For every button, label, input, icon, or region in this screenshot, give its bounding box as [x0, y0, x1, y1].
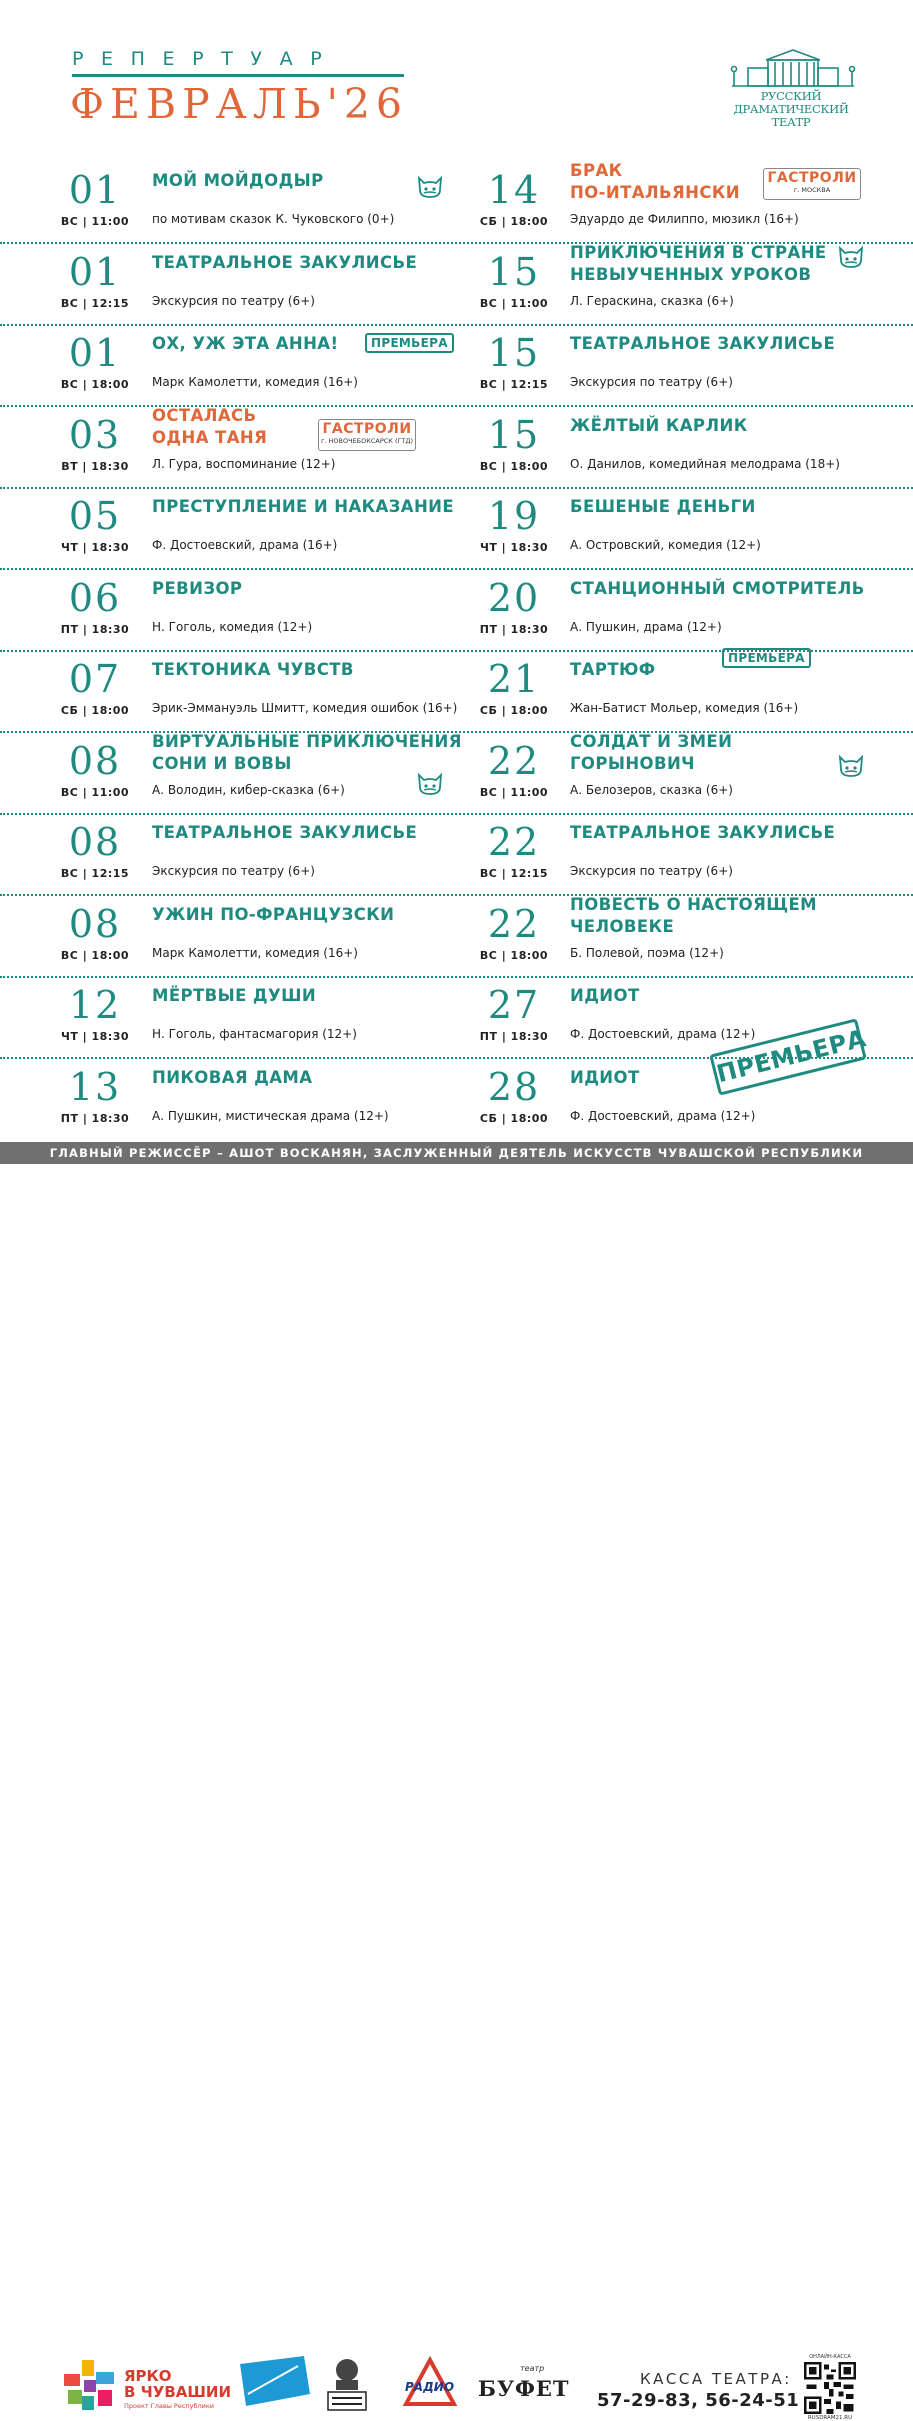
- event-title: [570, 242, 827, 286]
- event-title-line: ИДИОТ: [570, 1067, 640, 1087]
- event-title: [570, 333, 835, 355]
- kids-cat-icon: [416, 771, 444, 797]
- event-day: 19: [487, 494, 541, 538]
- event-description: О. Данилов, комедийная мелодрама (18+): [570, 456, 840, 471]
- event-day: 08: [68, 820, 122, 864]
- event-description: Экскурсия по театру (6+): [570, 864, 733, 878]
- event-title: [152, 578, 242, 600]
- event-right[interactable]: [457, 651, 913, 731]
- event-description: Эрик-Эммануэль Шмитт, комедия ошибок (16+): [152, 701, 458, 715]
- event-title-line: МЁРТВЫЕ ДУШИ: [152, 986, 317, 1005]
- event-weekday-time: СБ | 18:00: [479, 215, 549, 228]
- event-weekday-time: ВС | 18:00: [60, 948, 130, 962]
- schedule-row: [0, 651, 913, 733]
- kids-cat-icon: [837, 753, 865, 779]
- radio-text: РАДИО: [405, 2380, 455, 2394]
- event-left[interactable]: [0, 407, 456, 487]
- event-description: А. Володин, кибер-сказка (6+): [152, 782, 345, 797]
- header: [0, 0, 913, 150]
- kids-cat-icon: [416, 174, 444, 200]
- event-weekday-time: ВС | 12:15: [60, 296, 130, 310]
- event-description: по мотивам сказок К. Чуковского (0+): [152, 212, 395, 226]
- event-description: Экскурсия по театру (6+): [570, 375, 733, 389]
- event-title: [152, 170, 324, 192]
- event-title-line: ОХ, УЖ ЭТА АННА!: [152, 334, 339, 353]
- event-title-line: РЕВИЗОР: [152, 578, 243, 598]
- event-weekday-time: ВС | 18:00: [479, 948, 549, 962]
- event-day: 07: [68, 657, 122, 701]
- event-weekday-time: ВС | 12:15: [60, 867, 130, 880]
- event-day: 27: [487, 983, 541, 1027]
- event-right[interactable]: [457, 1059, 913, 1139]
- card-logo-icon: [238, 2354, 312, 2410]
- event-title-line: ТЕАТРАЛЬНОЕ ЗАКУЛИСЬЕ: [570, 334, 836, 353]
- event-title-line: УЖИН ПО-ФРАНЦУЗСКИ: [152, 904, 395, 924]
- event-title-line: БЕШЕНЫЕ ДЕНЬГИ: [570, 497, 756, 516]
- event-weekday-time: ЧТ | 18:30: [60, 1030, 130, 1043]
- event-description: Н. Гоголь, комедия (12+): [152, 619, 313, 634]
- event-weekday-time: СБ | 18:00: [479, 1111, 549, 1125]
- event-description: А. Островский, комедия (12+): [570, 538, 761, 552]
- box-office-phones[interactable]: 57-29-83, 56-24-51: [597, 2390, 800, 2411]
- event-day: 15: [487, 412, 541, 457]
- event-title: [570, 822, 835, 844]
- event-title: [152, 1067, 312, 1089]
- event-day: 22: [487, 901, 541, 946]
- event-day: 14: [487, 168, 541, 212]
- event-title-line: ОСТАЛАСЬ: [152, 405, 257, 425]
- event-title: [152, 333, 338, 355]
- event-left[interactable]: [0, 244, 456, 324]
- event-left[interactable]: [0, 651, 456, 731]
- event-title: [152, 904, 394, 926]
- event-weekday-time: ЧТ | 18:30: [479, 541, 549, 554]
- event-title-line: ОДНА ТАНЯ: [152, 427, 268, 447]
- event-title: [570, 731, 732, 775]
- event-weekday-time: ВС | 11:00: [60, 215, 130, 228]
- event-title: [570, 415, 748, 437]
- bufet-small: театр: [520, 2364, 545, 2373]
- event-left[interactable]: [0, 162, 456, 242]
- event-title: [152, 985, 316, 1007]
- event-title: [152, 405, 267, 449]
- event-weekday-time: СБ | 18:00: [479, 704, 549, 717]
- tour-badge: [763, 168, 861, 200]
- footer: [0, 1170, 913, 2421]
- event-title: [570, 894, 817, 938]
- event-weekday-time: ПТ | 18:30: [60, 1111, 130, 1125]
- event-title-line: МОЙ МОЙДОДЫР: [152, 171, 324, 190]
- event-weekday-time: ПТ | 18:30: [60, 622, 130, 636]
- event-description: Л. Гераскина, сказка (6+): [570, 293, 734, 308]
- event-weekday-time: ВС | 18:00: [60, 378, 130, 391]
- tour-place: г. НОВОЧЕБОКСАРСК (ГТД): [320, 436, 414, 445]
- event-title-line: ТЕАТРАЛЬНОЕ ЗАКУЛИСЬЕ: [570, 823, 836, 842]
- event-left[interactable]: [0, 731, 462, 813]
- event-title-line: ГОРЫНОВИЧ: [570, 753, 695, 773]
- event-title: [570, 578, 865, 600]
- event-title-line: БРАК: [570, 161, 623, 180]
- event-weekday-time: ВТ | 18:30: [61, 459, 129, 473]
- event-title-line: ЧЕЛОВЕКЕ: [570, 916, 675, 936]
- event-title: [570, 659, 656, 681]
- event-title: [152, 659, 354, 681]
- event-weekday-time: ВС | 11:00: [479, 785, 549, 799]
- director-banner: ГЛАВНЫЙ РЕЖИССЁР – АШОТ ВОСКАНЯН, ЗАСЛУЖЕННЫЙ ДЕЯТЕЛЬ ИСКУССТВ ЧУВАШСКОЙ РЕСПУБЛИКИ: [0, 1142, 913, 1164]
- event-day: 01: [68, 168, 122, 212]
- schedule-row: [0, 488, 913, 570]
- month-title: ФЕВРАЛЬ'26: [70, 80, 409, 128]
- event-description: Эдуардо де Филиппо, мюзикл (16+): [570, 212, 799, 226]
- event-left[interactable]: [0, 570, 456, 650]
- tour-place: г. МОСКВА: [793, 186, 831, 194]
- tour-label: ГАСТРОЛИ: [322, 420, 412, 437]
- event-right[interactable]: [457, 162, 913, 242]
- event-day: 12: [68, 983, 122, 1027]
- premiere-badge: ПРЕМЬЕРА: [722, 648, 811, 668]
- event-left[interactable]: [0, 325, 456, 405]
- event-right[interactable]: [457, 244, 913, 324]
- tour-badge: [318, 419, 416, 451]
- repertoire-label: РЕПЕРТУАР: [72, 48, 340, 70]
- event-day: 21: [487, 657, 541, 701]
- box-office-label: КАССА ТЕАТРА:: [640, 2370, 792, 2388]
- event-title-line: ЖЁЛТЫЙ КАРЛИК: [570, 415, 748, 435]
- event-title: [570, 160, 740, 204]
- event-weekday-time: ВС | 11:00: [60, 785, 130, 799]
- event-right[interactable]: [457, 733, 913, 813]
- event-right[interactable]: [457, 407, 913, 487]
- schedule-row: [0, 896, 913, 978]
- yarko-logo-icon: [62, 2358, 118, 2414]
- event-title: [570, 496, 756, 518]
- event-title: [570, 1067, 640, 1089]
- event-description: Марк Камолетти, комедия (16+): [152, 945, 358, 960]
- event-description: А. Белозеров, сказка (6+): [570, 782, 733, 797]
- event-title: [152, 252, 417, 274]
- event-left[interactable]: [0, 488, 456, 568]
- event-day: 20: [487, 575, 541, 620]
- event-description: Ф. Достоевский, драма (12+): [570, 1027, 756, 1041]
- event-title-line: ТЕКТОНИКА ЧУВСТВ: [152, 660, 354, 679]
- premiere-stamp: ПРЕМЬЕРА: [709, 1018, 867, 1096]
- event-day: 22: [487, 738, 541, 783]
- event-day: 01: [68, 331, 122, 375]
- event-right[interactable]: [457, 325, 913, 405]
- event-description: Жан-Батист Мольер, комедия (16+): [570, 701, 799, 715]
- event-weekday-time: ПТ | 18:30: [479, 622, 549, 636]
- schedule-row: [0, 162, 913, 244]
- schedule-row: [0, 244, 913, 326]
- event-title-line: ПРИКЛЮЧЕНИЯ В СТРАНЕ: [570, 242, 827, 262]
- event-day: 15: [487, 249, 541, 294]
- event-title-line: ПИКОВАЯ ДАМА: [152, 1067, 313, 1087]
- event-day: 08: [68, 901, 122, 946]
- event-day: 15: [487, 331, 541, 375]
- event-description: Ф. Достоевский, драма (16+): [152, 538, 338, 552]
- event-right[interactable]: [457, 570, 913, 650]
- schedule-row: [0, 325, 913, 407]
- event-title-line: НЕВЫУЧЕННЫХ УРОКОВ: [570, 264, 812, 284]
- event-title-line: ПО-ИТАЛЬЯНСКИ: [570, 183, 740, 202]
- qr-code-icon[interactable]: [804, 2362, 856, 2414]
- event-description: Ф. Достоевский, драма (12+): [570, 1108, 756, 1123]
- event-title: [152, 822, 417, 844]
- header-divider: [72, 74, 404, 77]
- event-day: 06: [68, 575, 122, 620]
- bufet-logo: БУФЕТ: [478, 2376, 570, 2401]
- pushkin-card-icon: [326, 2354, 368, 2412]
- event-description: Экскурсия по театру (6+): [152, 293, 315, 308]
- tour-label: ГАСТРОЛИ: [767, 170, 857, 186]
- kids-cat-icon: [837, 244, 865, 270]
- event-description: Экскурсия по театру (6+): [152, 864, 315, 878]
- event-description: Л. Гура, воспоминание (12+): [152, 456, 336, 471]
- event-weekday-time: ЧТ | 18:30: [60, 541, 130, 554]
- event-weekday-time: СБ | 18:00: [60, 704, 130, 717]
- event-day: 05: [68, 494, 122, 538]
- event-right[interactable]: [457, 488, 913, 568]
- event-weekday-time: ВС | 11:00: [479, 296, 549, 310]
- qr-caption: ОНЛАЙН-КАССА: [809, 2354, 851, 2360]
- event-day: 08: [68, 738, 122, 783]
- event-right[interactable]: [457, 896, 913, 976]
- theatre-name: РУССКИЙ ДРАМАТИЧЕСКИЙ ТЕАТР: [733, 89, 849, 129]
- event-left[interactable]: [0, 977, 456, 1057]
- event-title-line: ТАРТЮФ: [570, 660, 656, 679]
- event-left[interactable]: [0, 1059, 456, 1139]
- event-title-line: ВИРТУАЛЬНЫЕ ПРИКЛЮЧЕНИЯ: [152, 731, 462, 751]
- event-day: 03: [68, 412, 122, 457]
- event-description: А. Пушкин, мистическая драма (12+): [152, 1108, 389, 1123]
- event-title-line: ИДИОТ: [570, 986, 640, 1005]
- event-title-line: ПОВЕСТЬ О НАСТОЯЩЕМ: [570, 894, 817, 914]
- event-description: Н. Гоголь, фантасмагория (12+): [152, 1027, 357, 1041]
- event-title: [570, 985, 640, 1007]
- event-title-line: ТЕАТРАЛЬНОЕ ЗАКУЛИСЬЕ: [152, 823, 418, 842]
- event-description: А. Пушкин, драма (12+): [570, 619, 722, 634]
- event-title: [152, 731, 462, 775]
- event-title: [152, 496, 454, 518]
- event-right[interactable]: [457, 814, 913, 894]
- event-description: Б. Полевой, поэма (12+): [570, 945, 724, 960]
- yarko-subtitle: Проект Главы Республики: [124, 2402, 215, 2410]
- event-title-line: СТАНЦИОННЫЙ СМОТРИТЕЛЬ: [570, 578, 865, 598]
- event-weekday-time: ВС | 12:15: [479, 867, 549, 880]
- event-weekday-time: ПТ | 18:30: [479, 1030, 549, 1043]
- website-caption: RUSDRAM21.RU: [807, 2415, 853, 2421]
- event-day: 22: [487, 820, 541, 864]
- yarko-text: ЯРКО В ЧУВАШИИ: [124, 2367, 232, 2401]
- schedule-row: [0, 570, 913, 652]
- event-day: 28: [487, 1064, 541, 1109]
- event-left[interactable]: [0, 896, 456, 976]
- event-title-line: СОНИ И ВОВЫ: [152, 753, 292, 773]
- event-title-line: СОЛДАТ И ЗМЕЙ: [570, 731, 733, 751]
- event-day: 13: [68, 1064, 122, 1109]
- schedule-row: [0, 814, 913, 896]
- premiere-badge: ПРЕМЬЕРА: [365, 333, 454, 353]
- event-weekday-time: ВС | 18:00: [479, 459, 549, 473]
- event-weekday-time: ВС | 12:15: [479, 378, 549, 391]
- event-description: Марк Камолетти, комедия (16+): [152, 375, 358, 389]
- event-day: 01: [68, 249, 122, 294]
- schedule-row: [0, 407, 913, 489]
- event-title-line: ПРЕСТУПЛЕНИЕ И НАКАЗАНИЕ: [152, 497, 455, 516]
- event-title-line: ТЕАТРАЛЬНОЕ ЗАКУЛИСЬЕ: [152, 252, 418, 272]
- schedule-row: [0, 733, 913, 815]
- event-left[interactable]: [0, 814, 456, 894]
